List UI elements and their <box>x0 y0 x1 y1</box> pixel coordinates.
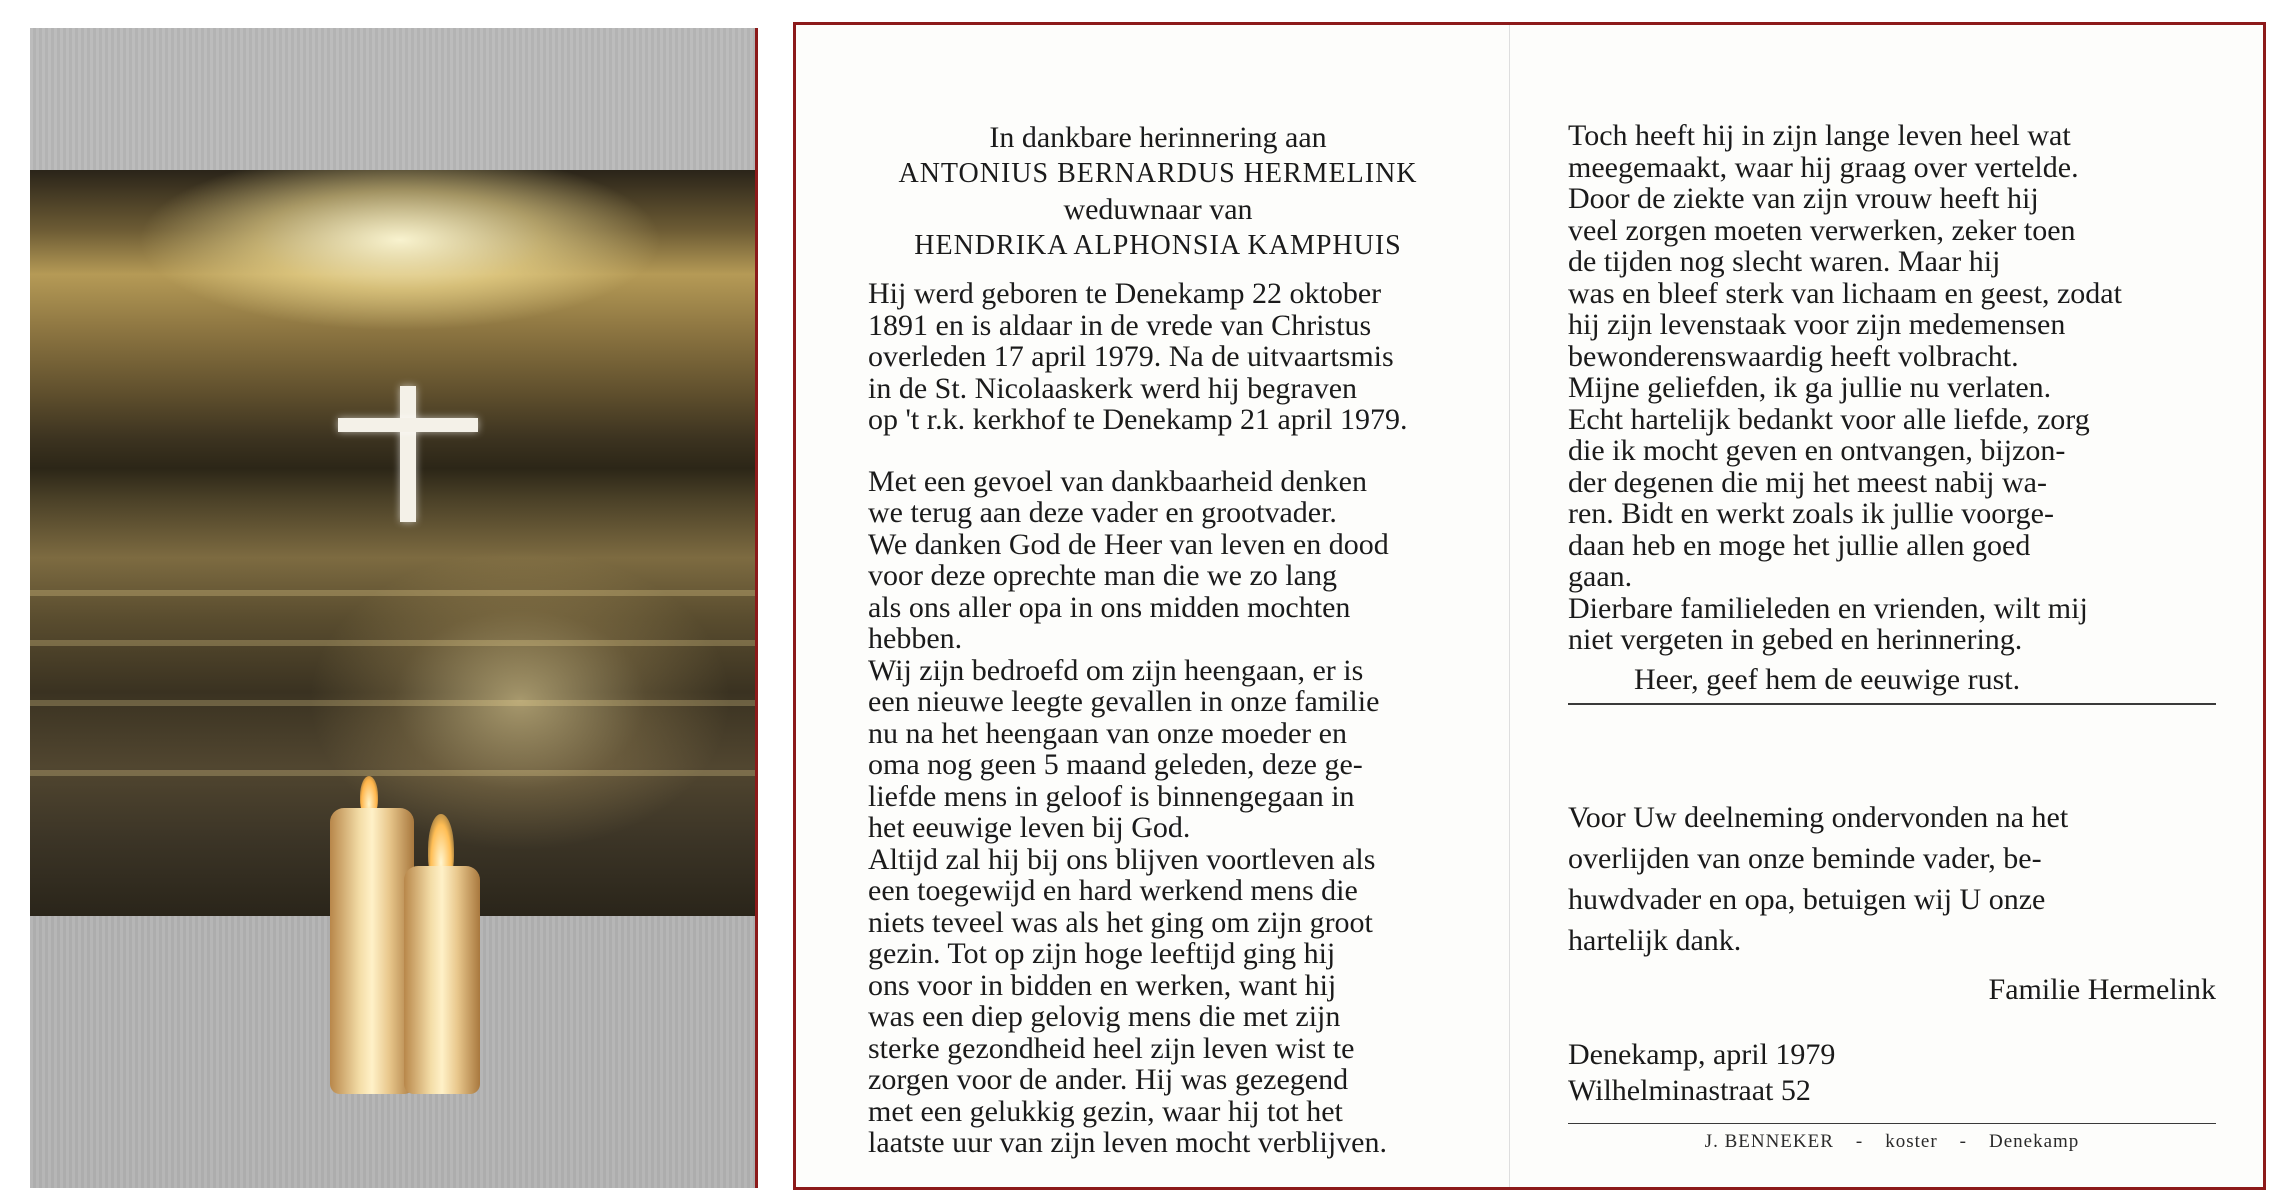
place-block <box>1568 1037 2218 1109</box>
printer-imprint <box>1568 1131 2216 1153</box>
candle-icon <box>404 866 480 1094</box>
wave-highlight <box>30 640 755 646</box>
family-signature: Familie Hermelink <box>1988 973 2216 1006</box>
life-paragraph: Toch heeft hij in zijn lange leven heel wat meegemaakt, waar hij graag over vertelde. Door de ziekte van zijn vrouw heeft hij veel zorgen moeten verwerken, zeker toen de tijden nog slecht waren. Maar hij was en bleef sterk van lichaam en geest, zodat hij zijn levenstaak voor zijn medemensen bewonderenswaardig heeft volbracht. <box>1568 119 2122 373</box>
thanks-text: Voor Uw deelneming ondervonden na het overlijden van onze beminde vader, be- huwdvader en opa, betuigen wij U onze hartelijk dank. <box>1568 801 2069 957</box>
printer-separator: - <box>1959 1131 1967 1152</box>
printer-separator: - <box>1855 1131 1864 1152</box>
remembrance-paragraph: Dierbare familieleden en vrienden, wilt mij niet vergeten in gebed en herinnering. <box>1568 591 2088 656</box>
sunset-sea-image <box>30 170 755 916</box>
candle-icon <box>330 808 414 1094</box>
wave-highlight <box>30 700 755 706</box>
memory-paragraph: Met een gevoel van dankbaarheid denken we terug aan deze vader en grootvader. We danken God de Heer van leven en dood voor deze oprechte man die we zo lang als ons aller opa in ons midden mochten hebben. <box>868 464 1389 655</box>
memory-paragraph: Altijd zal hij bij ons blijven voortleven als een toegewijd en hard werkend mens die niets teveel was als het ging om zijn groot gezin. Tot op zijn hoge leeftijd ging hij ons voor in bidden en werken, want hij was een diep gelovig mens die met zijn sterke gezondheid heel zijn leven wist te zorgen voor de ander. Hij was gezegend met een gelukkig gezin, waar hij tot het laatste uur van zijn leven mocht verblijven. <box>868 842 1387 1159</box>
divider <box>1568 703 2216 705</box>
wave-highlight <box>30 770 755 776</box>
biography-paragraph: Hij werd geboren te Denekamp 22 oktober 1891 en is aldaar in de vrede van Christus overleden 17 april 1979. Na de uitvaartsmis in de St. Nicolaaskerk werd hij begraven op 't r.k. kerkhof te Denekamp 21 april 1979. <box>868 277 1408 436</box>
place-date: Denekamp, april 1979 <box>1568 1038 1836 1071</box>
right-text-column <box>1568 120 2218 695</box>
heading-intro: In dankbare herinnering aan <box>989 121 1327 154</box>
memorial-text-card <box>793 22 2266 1190</box>
cross-icon-bar <box>338 418 478 432</box>
cross-icon <box>400 386 416 522</box>
left-text-column <box>868 120 1483 1159</box>
grey-linen-border-top <box>30 28 755 170</box>
thanks-paragraph <box>1568 797 2218 961</box>
memory-paragraph: Wij zijn bedroefd om zijn heengaan, er is een nieuwe leegte gevallen in onze familie nu na het heengaan van onze moeder en oma nog geen 5 maand geleden, deze ge- liefde mens in geloof is binnengegaan in het eeuwige leven bij God. <box>868 653 1380 844</box>
address: Wilhelminastraat 52 <box>1568 1074 1811 1107</box>
prayer-line: Heer, geef hem de eeuwige rust. <box>1634 662 2021 696</box>
spouse-name: HENDRIKA ALPHONSIA KAMPHUIS <box>914 230 1402 261</box>
wave-highlight <box>30 590 755 596</box>
front-photo-card <box>30 28 758 1188</box>
printer-town: Denekamp <box>1989 1131 2080 1152</box>
widow-of-label: weduwnaar van <box>1063 193 1253 226</box>
farewell-paragraph: Mijne geliefden, ik ga jullie nu verlaten. Echt hartelijk bedankt voor alle liefde, zorg die ik mocht geven en ontvangen, bijzon- der degenen die mij het meest nabij wa- ren. Bidt en werkt zoals ik jullie voorge- daan heb en moge het jullie allen goed gaan. <box>1568 371 2090 593</box>
deceased-name: ANTONIUS BERNARDUS HERMELINK <box>898 158 1418 189</box>
footer-rule <box>1568 1123 2216 1124</box>
printer-role: koster <box>1885 1131 1938 1152</box>
printer-name: J. BENNEKER <box>1704 1131 1834 1152</box>
card-fold-line <box>1509 25 1510 1187</box>
